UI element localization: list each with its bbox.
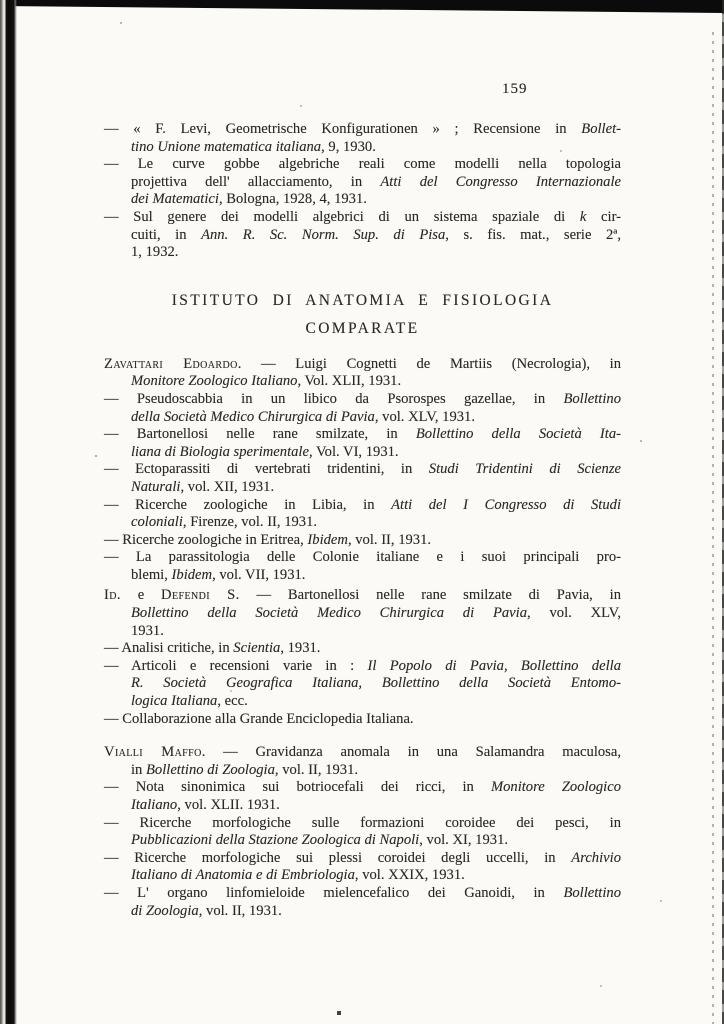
entry-line (104, 244, 621, 262)
text: , vol. XLV, (527, 605, 621, 622)
text: — Ricerche morfologiche sulle formazioni coroidee dei pesci, in (104, 814, 621, 831)
text: e (120, 587, 162, 604)
zavattari-edoardo-entries (104, 356, 621, 585)
entry-line (104, 514, 621, 532)
italic-title-text: coloniali (131, 514, 183, 531)
entry-line (104, 605, 621, 623)
text: — Articoli e recensioni varie in : (104, 657, 368, 674)
section-heading-line: COMPARATE (305, 319, 420, 337)
bibliography-entry (104, 850, 621, 885)
italic-title-text: della Società Medico Chirurgica di Pavia (131, 408, 375, 425)
bibliography-entry (104, 356, 621, 391)
entry-line (104, 209, 621, 227)
entry-line (104, 461, 621, 479)
text: 1, 1932. (131, 244, 179, 261)
text: — La parassitologia delle Colonie italiane e i suoi principali pro- (104, 549, 621, 566)
continued-bibliography-entries (104, 121, 621, 262)
text: — Pseudoscabbia in un libico da Psorospes gazellae, in (104, 390, 564, 407)
entry-line (104, 623, 621, 641)
text: — Analisi critiche, in (104, 640, 234, 657)
italic-title-text: Atti del I Congresso di Studi (391, 496, 621, 513)
bibliography-entry (104, 885, 621, 920)
bibliography-entry (104, 815, 621, 850)
entry-line (104, 497, 621, 515)
text: — Ricerche morfologiche sui plessi coroidei degli uccelli, in (104, 849, 572, 866)
entry-line (104, 191, 621, 209)
text: blemi, (131, 566, 172, 583)
entry-line (104, 832, 621, 850)
vialli-maffo-entries (104, 744, 621, 920)
entry-line (104, 640, 621, 658)
entry-line (104, 797, 621, 815)
text: , Bologna, 1928, 4, 1931. (218, 191, 367, 208)
entry-line (104, 711, 621, 729)
italic-title-text: Ibidem (307, 531, 348, 548)
page-number: 159 (502, 81, 528, 97)
text: , Vol. VI, 1931. (308, 443, 399, 460)
italic-title-text: liana di Biologia sperimentale (131, 443, 309, 460)
bibliography-entry (104, 532, 621, 550)
italic-title-text: Bollettino della Società Ita- (415, 426, 621, 443)
italic-title-text: di Zoologia (131, 902, 199, 919)
text: , Vol. XLII, 1931. (297, 373, 402, 390)
italic-title-text: Studi Tridentini di Scienze (428, 461, 621, 478)
id-e-defendi-entries (104, 587, 621, 728)
italic-title-text: Bollettino (563, 390, 621, 407)
bibliography-entry (104, 587, 621, 640)
text: projettiva dell' allacciamento, in (131, 173, 381, 190)
text: , 9, 1930. (321, 138, 376, 155)
entry-line (104, 815, 621, 833)
italic-title-text: dei Matematici (131, 191, 219, 208)
smallcaps-author-name: Id. (104, 587, 121, 604)
institute-heading (104, 287, 621, 343)
italic-title-text: Italiano di Anatomia e di Embriologia (131, 867, 355, 884)
text: — Le curve gobbe algebriche reali come modelli nella topologia (104, 156, 621, 173)
text: , vol. II, 1931. (198, 902, 282, 919)
entry-line (104, 675, 621, 693)
entry-line (104, 567, 621, 585)
italic-title-text: Bollet- (581, 121, 621, 137)
entry-line (104, 444, 621, 462)
scan-binding-gutter-artifact (0, 0, 18, 1024)
text: , vol. II, 1931. (347, 531, 432, 548)
italic-title-text: Scientia (233, 640, 281, 657)
italic-title-text: Bollettino di Zoologia (146, 761, 275, 778)
bibliography-entry (104, 711, 621, 729)
text: — Ricerche zoologiche in Libia, in (104, 496, 392, 513)
italic-title-text: k (579, 208, 587, 225)
entry-line (104, 885, 621, 903)
entry-line (104, 479, 621, 497)
text: . — Gravidanza anomala in una Salamandra maculosa, (201, 744, 621, 761)
entry-line (104, 850, 621, 868)
section-heading-line: ISTITUTO DI ANATOMIA E FISIOLOGIA (171, 291, 554, 309)
italic-title-text: R. Società Geografica Italiana, Bollettino della Società Entomo- (131, 675, 621, 692)
bibliography-entry (104, 658, 621, 711)
smallcaps-author-name: Zavattari Edoardo (104, 355, 238, 372)
entry-line (104, 174, 621, 192)
text: cir- (586, 208, 621, 225)
italic-title-text: Monitore Zoologico Italiano (131, 373, 298, 390)
italic-title-text: logica Italiana (131, 693, 218, 710)
text: , s. fis. mat., serie 2ª, (445, 226, 621, 243)
bibliography-entry (104, 549, 621, 584)
italic-title-text: Naturali (131, 478, 181, 495)
entry-line (104, 391, 621, 409)
bibliography-entry (104, 461, 621, 496)
text: , vol. XXIX, 1931. (354, 867, 465, 884)
text: , vol. XLII. 1931. (177, 797, 280, 813)
italic-title-text: Ann. R. Sc. Norm. Sup. di Pisa (201, 226, 446, 243)
text: , ecc. (217, 693, 248, 710)
bibliography-entry (104, 744, 621, 779)
text: , vol. II, 1931. (274, 761, 359, 778)
entry-line (104, 356, 621, 374)
text: , vol. XLV, 1931. (374, 408, 476, 425)
text: , Firenze, vol. II, 1931. (182, 514, 318, 531)
italic-title-text: tino Unione matematica italiana (131, 138, 322, 155)
bibliography-content (104, 121, 621, 920)
text: — Collaborazione alla Grande Enciclopedia Italiana. (104, 710, 414, 727)
bibliography-entry (104, 391, 621, 426)
scan-right-page-crease (712, 32, 714, 1024)
text: — Sul genere dei modelli algebrici di un sistema spaziale di (104, 208, 580, 225)
scan-specks (0, 0, 2, 2)
text: , vol. XII, 1931. (180, 478, 275, 495)
italic-title-text: Ibidem (171, 566, 213, 583)
text: — Nota sinonimica sui botriocefali dei ricci, in (104, 779, 491, 796)
italic-title-text: Monitore Zoologico (490, 779, 622, 796)
smallcaps-author-name: Defendi S. (161, 587, 240, 604)
entry-line (104, 903, 621, 921)
entry-line (104, 227, 621, 245)
bibliography-entry (104, 426, 621, 461)
entry-line (104, 532, 621, 550)
bibliography-entry (104, 156, 621, 209)
bibliography-entry (104, 121, 621, 156)
entry-line (104, 867, 621, 885)
italic-title-text: Italiano (131, 797, 178, 813)
bibliography-entry (104, 640, 621, 658)
text: , 1931. (280, 640, 321, 657)
text: — Ectoparassiti di vertebrati tridentini, in (104, 461, 429, 478)
text: — L' organo linfomieloide mielencefalico dei Ganoidi, in (104, 884, 564, 901)
scan-top-edge-artifact (0, 0, 724, 14)
text: . — Luigi Cognetti de Martiis (Necrologia), in (237, 355, 621, 372)
bibliography-entry (104, 497, 621, 532)
smallcaps-author-name: Vialli Maffo (104, 744, 202, 761)
italic-title-text: Bollettino (563, 884, 621, 901)
text: , vol. VII, 1931. (212, 566, 306, 583)
entry-line (104, 658, 621, 676)
bibliography-entry (104, 779, 621, 814)
text: 1931. (131, 622, 164, 639)
text: — Ricerche zoologiche in Eritrea, (104, 531, 308, 548)
entry-line (104, 744, 621, 762)
italic-title-text: Il Popolo di Pavia, Bollettino della (367, 657, 621, 674)
entry-line (104, 409, 621, 427)
bibliography-entry (104, 209, 621, 262)
entry-line (104, 426, 621, 444)
entry-line (104, 549, 621, 567)
text: in (131, 761, 146, 778)
italic-title-text: Atti del Congresso Internazionale (380, 173, 621, 190)
text: — Bartonellosi nelle rane smilzate di Pavia, in (239, 587, 621, 604)
text: , vol. XI, 1931. (419, 832, 509, 849)
italic-title-text: Archivio (571, 849, 621, 866)
entry-line (104, 139, 621, 157)
text: cuiti, in (131, 226, 202, 243)
italic-title-text: Pubblicazioni della Stazione Zoologica di Napoli (131, 832, 420, 849)
entry-line (104, 779, 621, 797)
entry-line (104, 373, 621, 391)
entry-line (104, 587, 621, 605)
text: — Bartonellosi nelle rane smilzate, in (104, 426, 416, 443)
entry-line (104, 121, 621, 139)
text: — « F. Levi, Geometrische Konfigurationen » ; Recensione in (104, 121, 582, 137)
entry-line (104, 693, 621, 711)
entry-line (104, 156, 621, 174)
italic-title-text: Bollettino della Società Medico Chirurgica di Pavia (131, 605, 528, 622)
entry-line (104, 762, 621, 780)
